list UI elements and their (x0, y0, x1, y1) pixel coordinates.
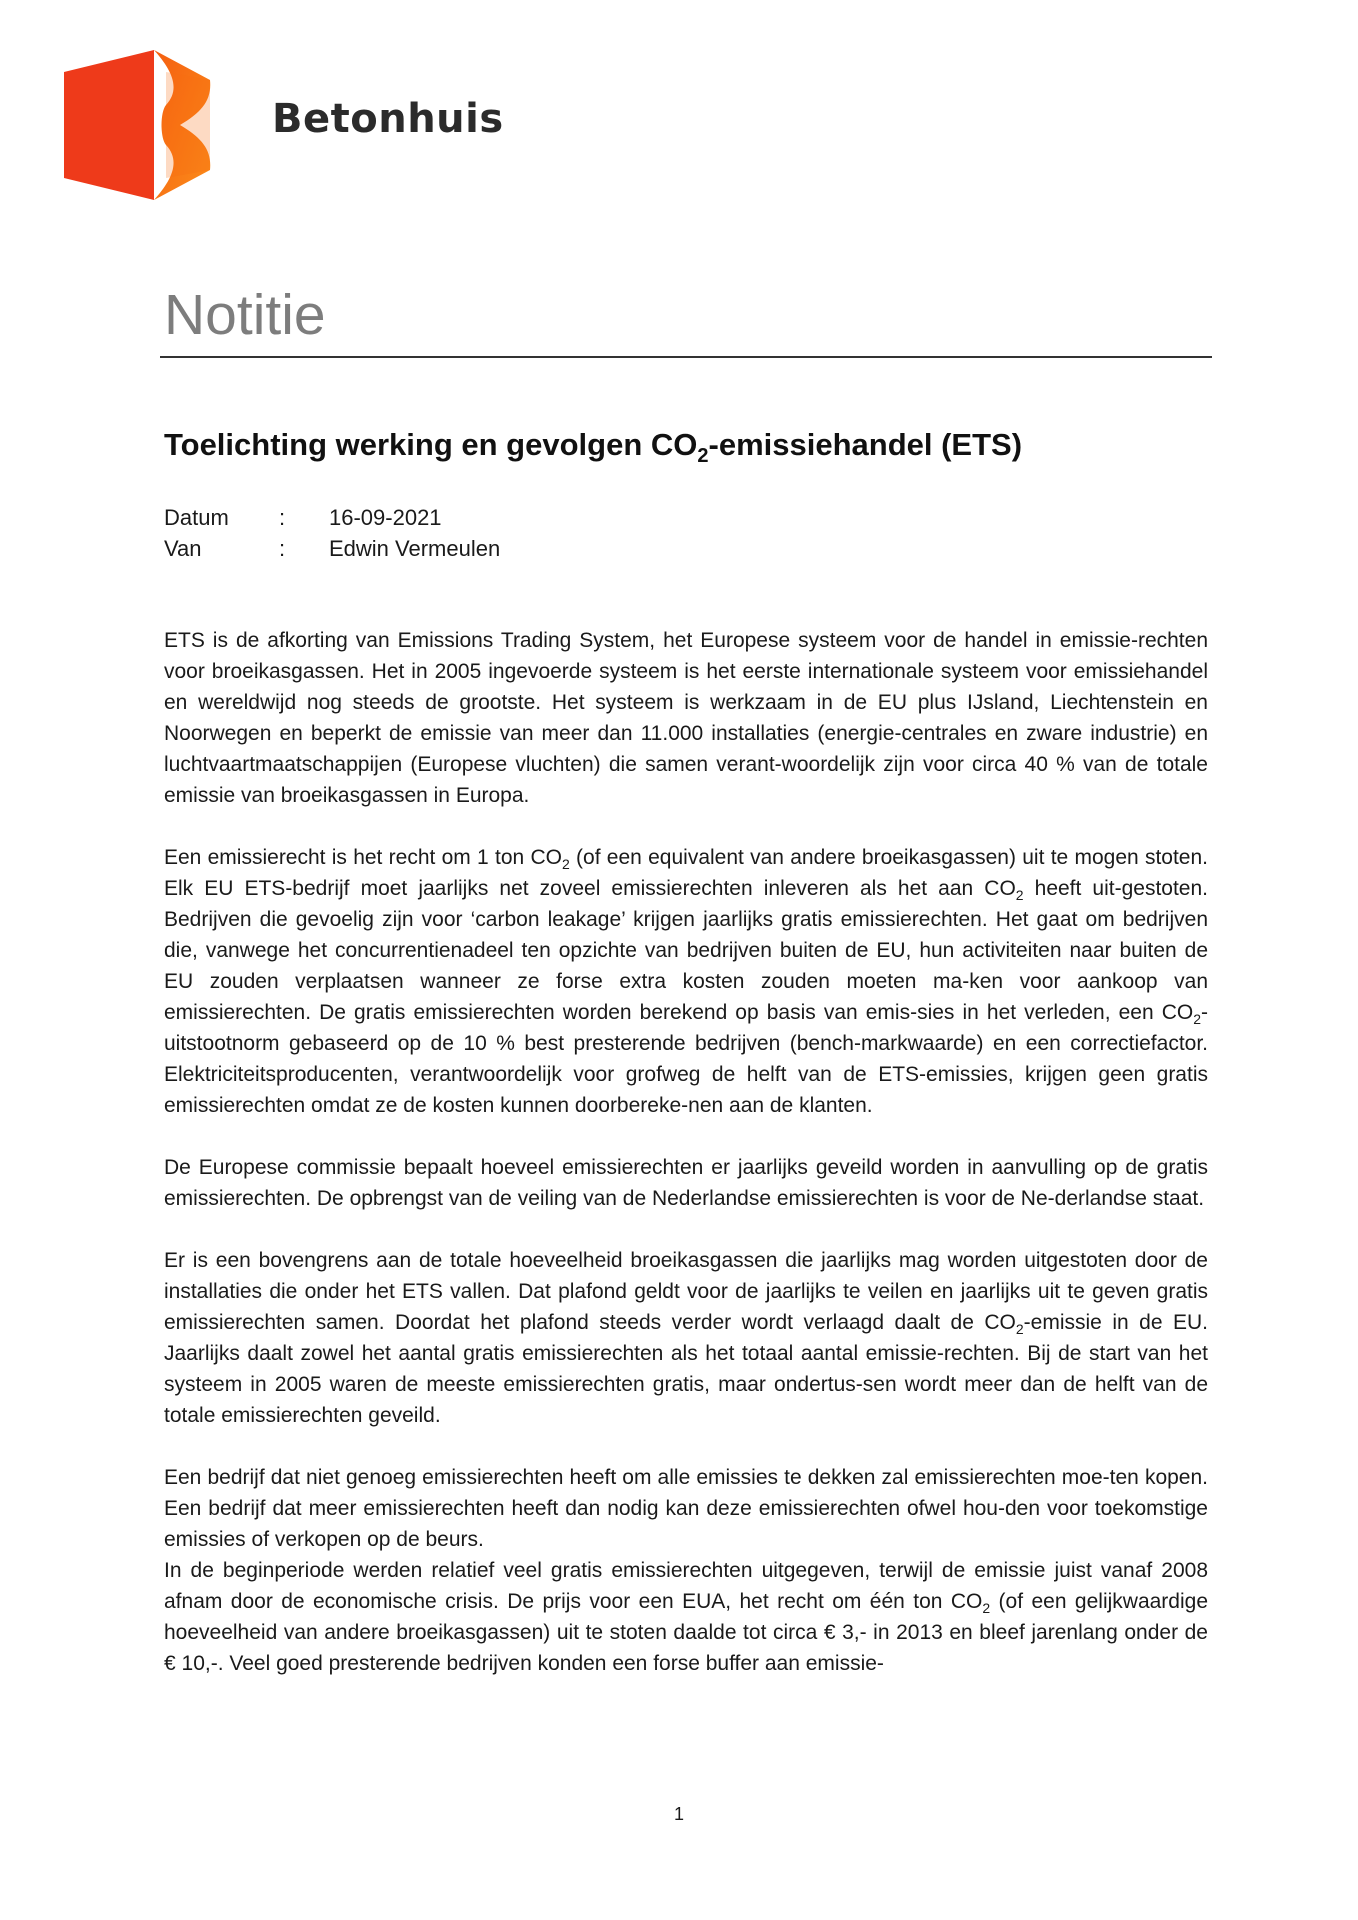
document-type-label: Notitie (164, 283, 326, 347)
title-subscript: 2 (697, 445, 709, 468)
meta-row-author (164, 533, 500, 564)
logo-mark-icon (62, 50, 262, 200)
text-run: (of een gelijkwaardige hoeveelheid van andere broeikasgassen) uit te stoten daalde tot circa € 3,- in 2013 en bleef jarenlang onder de € 10,-. Veel goed presterende bedrijven konden een forse buffer aan emissie- (164, 1590, 1208, 1675)
paragraph-ets-intro: ETS is de afkorting van Emissions Trading System, het Europese systeem voor de handel in emissie-rechten voor broeikasgassen. Het in 2005 ingevoerde systeem is het eerste internationale systeem voor emissiehandel en wereldwijd nog steeds de grootste. Het systeem is werkzaam in de EU plus IJsland, Liechtenstein en Noorwegen en beperkt de emissie van meer dan 11.000 installaties (energie-centrales en zware industrie) en luchtvaartmaatschappijen (Europese vluchten) die samen verant-woordelijk zijn voor circa 40 % van de totale emissie van broeikasgassen in Europa. (164, 629, 1208, 807)
subscript: 2 (982, 1600, 991, 1617)
paragraph-trading: Een bedrijf dat niet genoeg emissierechten heeft om alle emissies te dekken zal emissierechten moe-ten kopen. Een bedrijf dat meer emissierechten heeft dan nodig kan deze emissierechten ofwel hou-den voor toekomstige emissies of verkopen op de beurs. (164, 1466, 1208, 1551)
text-run: -emissie in de EU. Jaarlijks daalt zowel het aantal gratis emissierechten als het totaal aantal emissie-rechten. Bij de start van het systeem in 2005 waren de meeste emissierechten gratis, maar ondertus-sen wordt meer dan de helft van de totale emissierechten geveild. (164, 1311, 1208, 1427)
meta-separator: : (279, 505, 286, 530)
paragraph-emission-right (164, 842, 1208, 1121)
subscript: 2 (561, 856, 570, 873)
text-run: Er is een bovengrens aan de totale hoeveelheid broeikasgassen die jaarlijks mag worden uitgestoten door de installaties die onder het ETS vallen. Dat plafond geldt voor de jaarlijks te veilen en jaarlijks uit te geven gratis emissierechten samen. Doordat het plafond steeds verder wordt verlaagd daalt de CO (164, 1249, 1208, 1334)
brand-name: Betonhuis (272, 96, 504, 142)
title-text: Toelichting werking en gevolgen CO (164, 427, 698, 462)
meta-separator: : (279, 536, 286, 561)
text-run: heeft uit-gestoten. Bedrijven die gevoelig zijn voor ‘carbon leakage’ krijgen jaarlijks gratis emissierechten. Het gaat om bedrijven die, vanwege het concurrentienadeel ten opzichte van bedrijven buiten de EU, hun activiteiten naar buiten de EU zouden verplaatsen wanneer ze forse extra kosten zouden moeten ma-ken voor aankoop van emissierechten. De gratis emissierechten worden berekend op basis van emis-sies in het verleden, een CO (164, 877, 1208, 1024)
text-run: In de beginperiode werden relatief veel gratis emissierechten uitgegeven, terwijl de emissie juist vanaf 2008 afnam door de economische crisis. De prijs voor een EUA, het recht om één ton CO (164, 1559, 1208, 1613)
document-title (164, 427, 1022, 468)
meta-row-date (164, 502, 500, 533)
document-meta (164, 502, 500, 564)
subscript: 2 (1193, 1011, 1201, 1028)
meta-label: Datum (164, 505, 229, 530)
page-number: 1 (673, 1804, 684, 1824)
meta-value: 16-09-2021 (329, 505, 442, 530)
text-run: (of een equivalent van andere broeikasgassen) uit te mogen stoten. Elk EU ETS-bedrijf moet jaarlijks net zoveel emissierechten inleveren als het aan CO (164, 846, 1208, 900)
document-body (164, 625, 1208, 1679)
meta-value: Edwin Vermeulen (329, 536, 501, 561)
subscript: 2 (1015, 887, 1024, 904)
meta-label: Van (164, 536, 202, 561)
betonhuis-logo (62, 50, 262, 200)
paragraph-cap (164, 1245, 1208, 1431)
subscript: 2 (1015, 1321, 1024, 1338)
text-run: -uitstootnorm gebaseerd op de 10 % best presterende bedrijven (bench-markwaarde) en een correctiefactor. Elektriciteitsproducenten, verantwoordelijk voor grofweg de helft van de ETS-emissies, krijgen geen gratis emissierechten omdat ze de kosten kunnen doorbereke-nen aan de klanten. (164, 1001, 1208, 1117)
text-run: Een emissierecht is het recht om 1 ton CO (164, 846, 562, 869)
title-text-end: -emissiehandel (ETS) (708, 427, 1023, 462)
paragraph-price-history (164, 1555, 1208, 1679)
header-divider (160, 356, 1212, 358)
paragraph-auction: De Europese commissie bepaalt hoeveel emissierechten er jaarlijks geveild worden in aanvulling op de gratis emissierechten. De opbrengst van de veiling van de Nederlandse emissierechten is voor de Ne-derlandse staat. (164, 1156, 1208, 1210)
